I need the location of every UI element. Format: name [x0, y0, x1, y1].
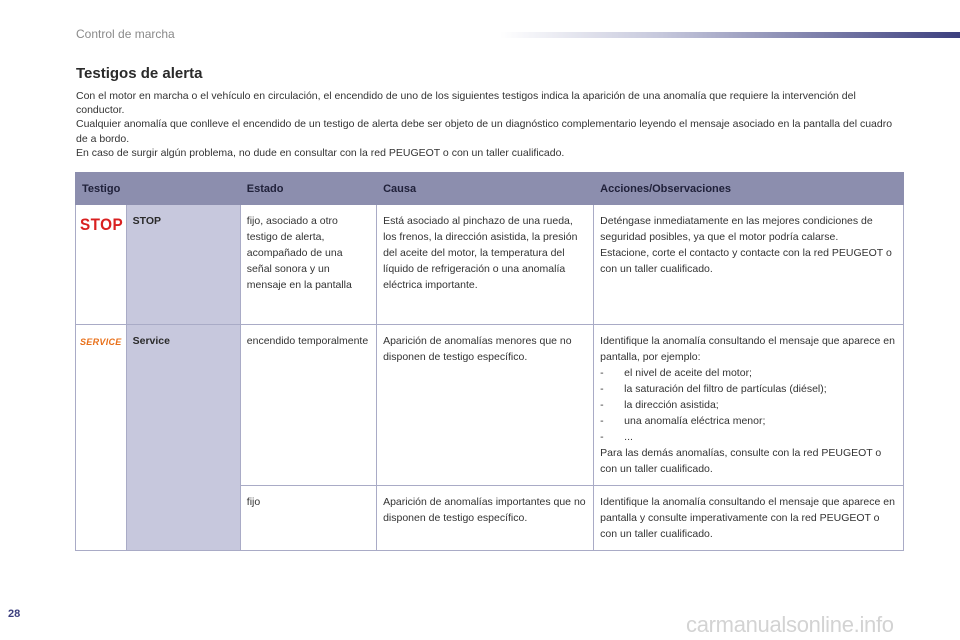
page-heading: Testigos de alerta	[76, 65, 203, 82]
stop-icon-cell	[76, 205, 127, 325]
intro-paragraph-3: En caso de surgir algún problema, no dude en consultar con la red PEUGEOT o con un taller cualificado.	[76, 146, 565, 159]
column-header-acciones: Acciones/Observaciones	[594, 173, 904, 205]
warning-lights-table	[75, 172, 904, 551]
list-item: - ...	[600, 431, 633, 443]
list-item: - una anomalía eléctrica menor;	[600, 415, 766, 427]
list-item: - la dirección asistida;	[600, 399, 719, 411]
header-gradient-bar	[500, 32, 960, 38]
page-number: 28	[8, 608, 21, 620]
table-row-stop	[76, 205, 904, 325]
service-name-cell-continued	[126, 486, 240, 551]
bullet-dash: -	[600, 415, 604, 427]
stop-acciones-cell	[594, 205, 904, 325]
column-header-testigo: Testigo	[76, 173, 241, 205]
list-item: - la saturación del filtro de partículas (diésel);	[600, 383, 827, 395]
table-header-row	[76, 173, 904, 205]
service-causa-cell-1: Aparición de anomalías menores que no disponen de testigo específico.	[377, 325, 594, 486]
service-acciones-intro: Identifique la anomalía consultando el mensaje que aparece en pantalla, por ejemplo:	[600, 335, 895, 363]
service-icon-cell	[76, 325, 127, 486]
service-estado-cell-2: fijo	[240, 486, 376, 551]
watermark: carmanualsonline.info	[686, 612, 894, 637]
stop-name-cell: STOP	[126, 205, 240, 325]
list-item: - el nivel de aceite del motor;	[600, 367, 752, 379]
column-header-causa: Causa	[377, 173, 594, 205]
service-causa-cell-2: Aparición de anomalías importantes que no disponen de testigo específico.	[377, 486, 594, 551]
service-acciones-outro: Para las demás anomalías, consulte con la red PEUGEOT o con un taller cualificado.	[600, 447, 882, 475]
table-row-service-fixed	[76, 486, 904, 551]
service-acciones-cell-1	[594, 325, 904, 486]
stop-warning-icon: STOP	[80, 215, 124, 234]
stop-estado-cell: fijo, asociado a otro testigo de alerta, acompañado de una señal sonora y un mensaje en la pantalla	[240, 205, 376, 325]
table-row-service-temporal	[76, 325, 904, 486]
service-icon-cell-continued	[76, 486, 127, 551]
stop-acciones-line-1: Deténgase inmediatamente en las mejores condiciones de seguridad posibles, ya que el motor podría calarse.	[600, 215, 873, 243]
service-acciones-cell-2: Identifique la anomalía consultando el mensaje que aparece en pantalla y consulte imperativamente con la red PEUGEOT o con un taller cualificado.	[594, 486, 904, 551]
bullet-dash: -	[600, 383, 604, 395]
stop-causa-cell: Está asociado al pinchazo de una rueda, los frenos, la dirección asistida, la presión del aceite del motor, la temperatura del líquido de refrigeración o una anomalía eléctrica importante.	[377, 205, 594, 325]
section-title: Control de marcha	[76, 27, 175, 41]
bullet-dash: -	[600, 367, 604, 379]
bullet-dash: -	[600, 431, 604, 443]
intro-text	[76, 89, 906, 160]
intro-paragraph-1: Con el motor en marcha o el vehículo en circulación, el encendido de uno de los siguientes testigos indica la aparición de una anomalía que requiere la intervención del conductor.	[76, 90, 856, 117]
stop-acciones-line-2: Estacione, corte el contacto y contacte con la red PEUGEOT o con un taller cualificado.	[600, 247, 892, 275]
intro-paragraph-2: Cualquier anomalía que conlleve el encendido de un testigo de alerta debe ser objeto de un diagnóstico complementario leyendo el mensaje asociado en la pantalla del cuadro de a bordo.	[76, 118, 893, 145]
service-estado-cell-1: encendido temporalmente	[240, 325, 376, 486]
column-header-estado: Estado	[240, 173, 376, 205]
service-warning-icon: SERVICE	[80, 337, 122, 347]
service-name-cell: Service	[126, 325, 240, 486]
bullet-dash: -	[600, 399, 604, 411]
